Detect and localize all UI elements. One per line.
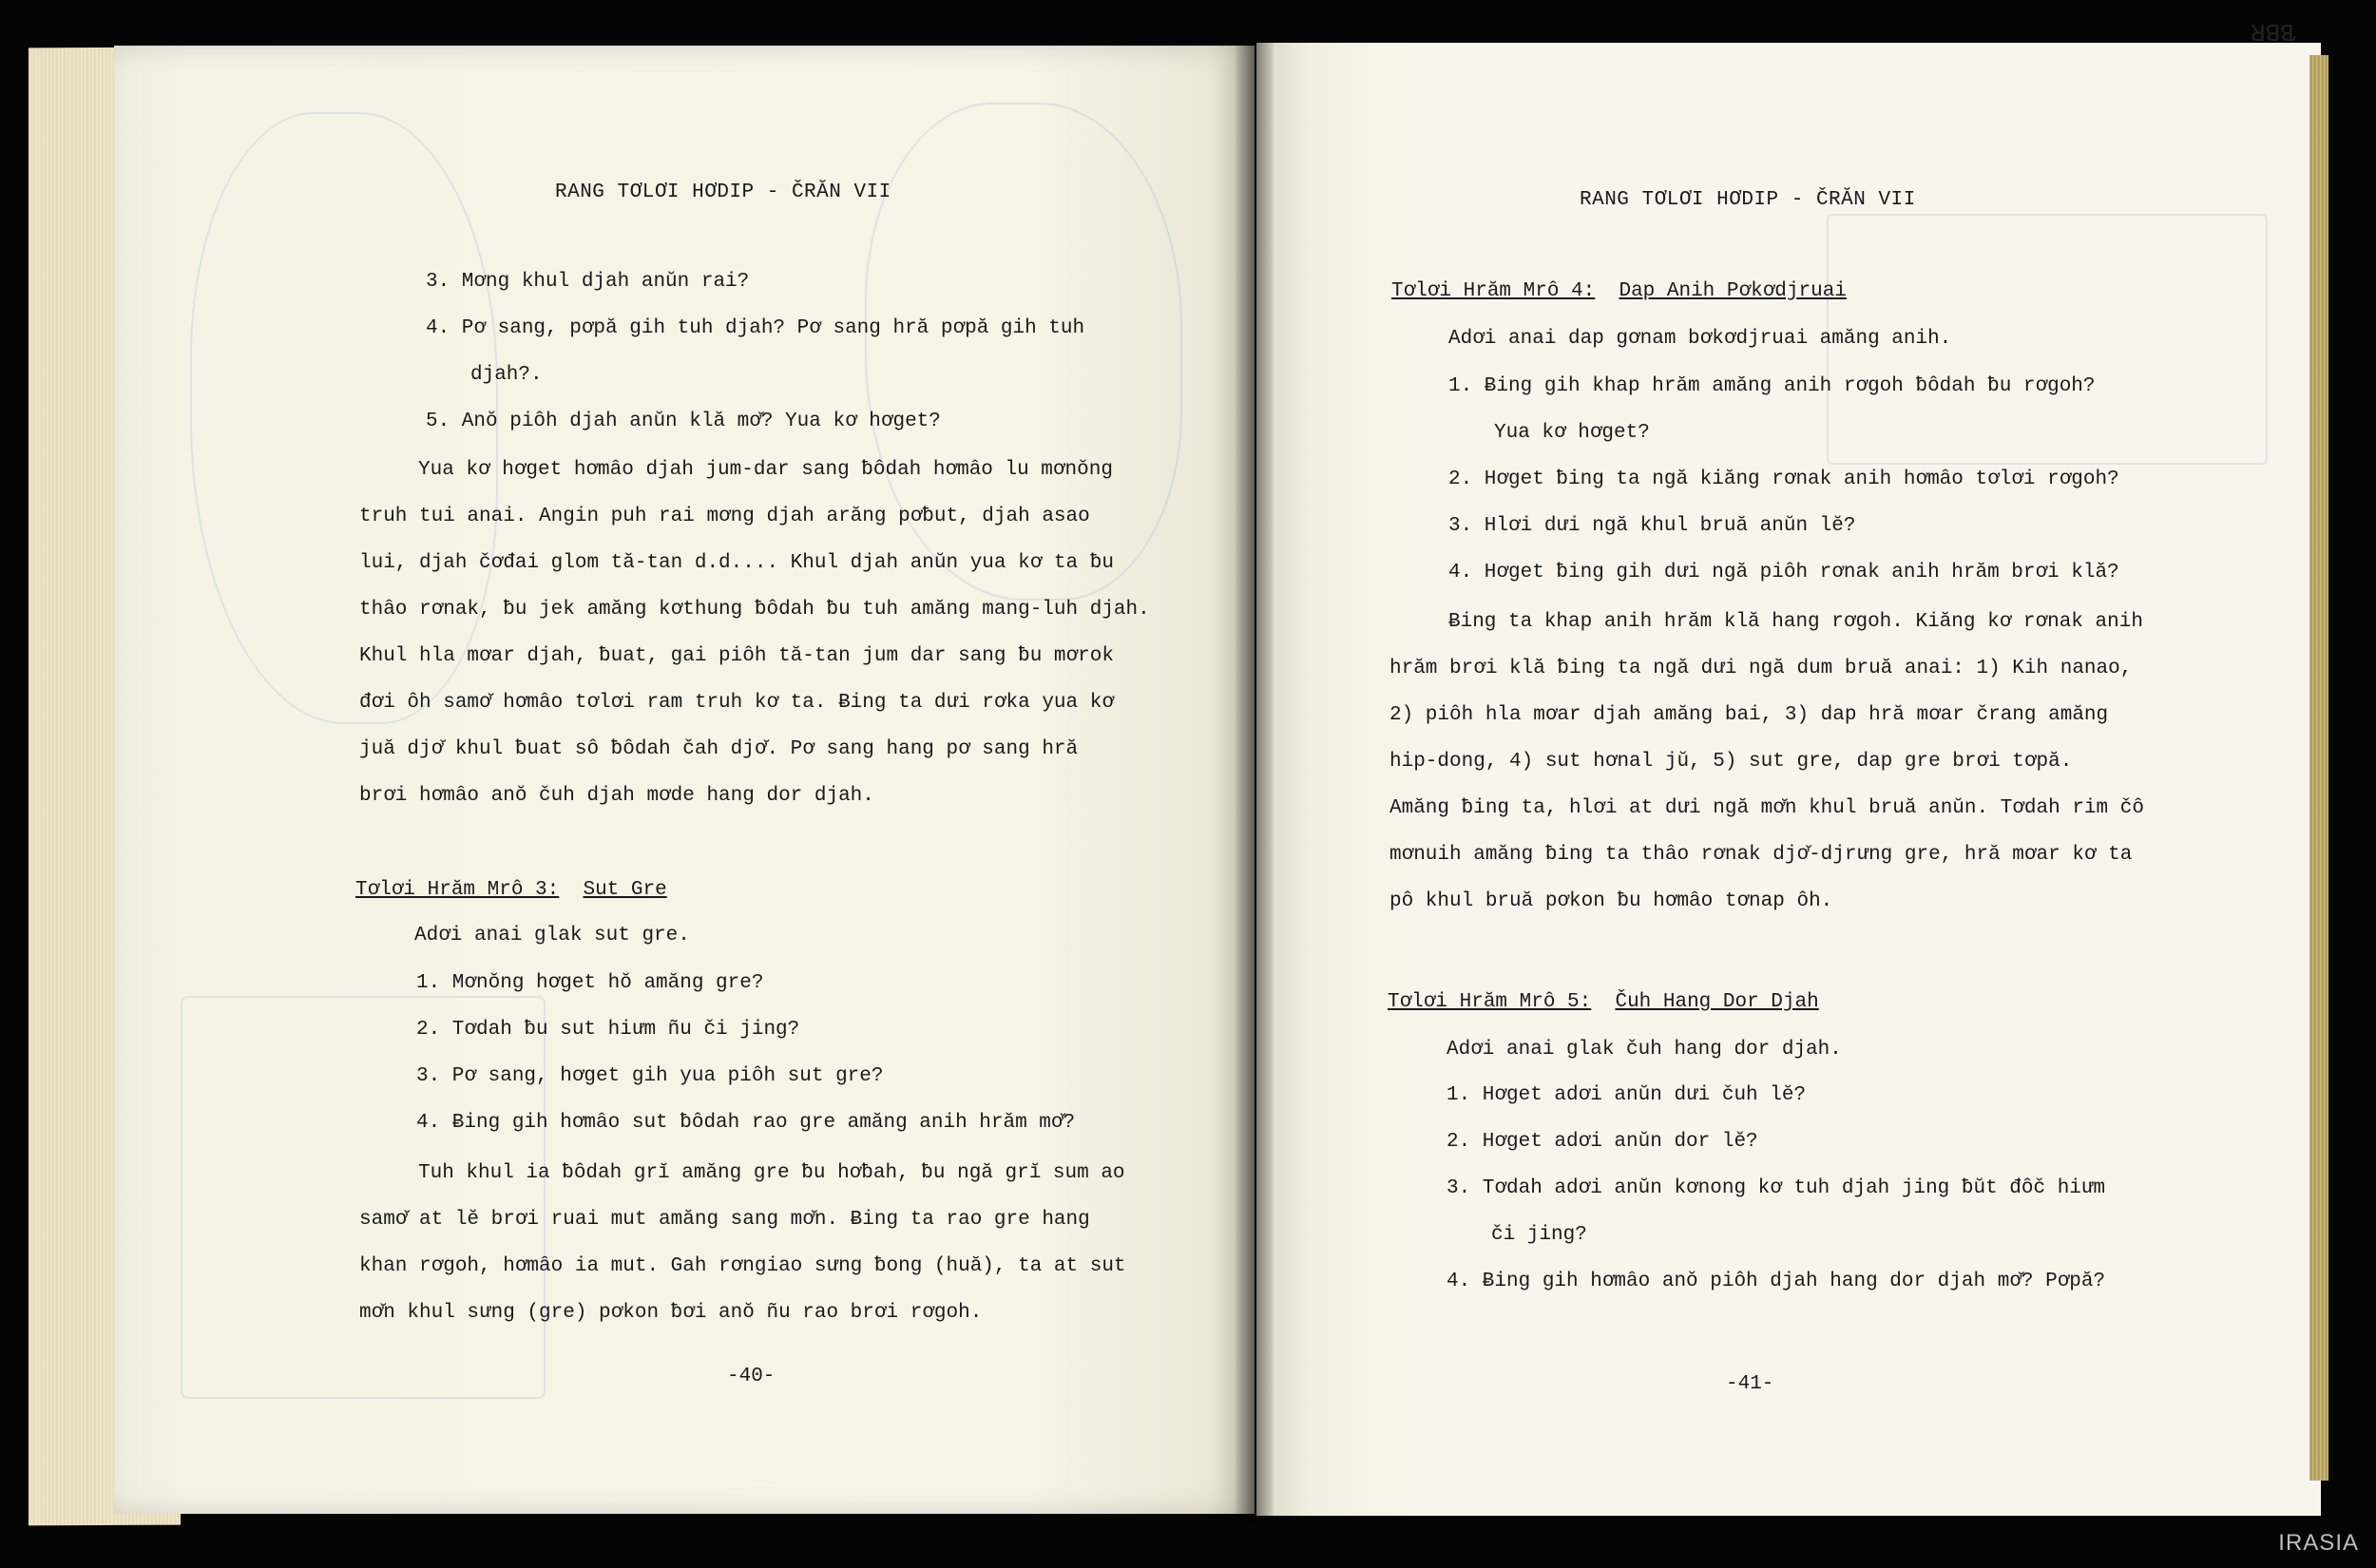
watermark: IRASIA (2278, 1530, 2359, 1556)
section-4-questions (1448, 363, 2119, 596)
intro-line: Adơi anai glak sut gre. (414, 925, 690, 947)
question-line: 3. Mơng khul djah anŭn rai? (426, 271, 750, 293)
paragraph-line: Ƀing ta khap anih hrăm klă hang rơgoh. Kiăng kơ rơnak anih (1448, 611, 2143, 633)
right-page-number (1726, 1361, 1773, 1407)
left-paragraph-2 (359, 1150, 1126, 1336)
paragraph-line: samơ̆ at lĕ brơi ruai mut amăng sang mơ̆n. Ƀing ta rao gre hang (359, 1209, 1090, 1231)
question-line: 4. Pơ sang, pơpă gih tuh djah? Pơ sang hră pơpă gih tuh (426, 317, 1085, 339)
paragraph-line: lui, djah čơđai glom tă-tan d.d.... Khul djah anŭn yua kơ ta ƀu (359, 552, 1114, 574)
section-5-questions (1447, 1072, 2105, 1305)
section-label: Tơlơi Hrăm Mrô 3: (355, 879, 560, 901)
paragraph-line: Tuh khul ia ƀôdah grĭ amăng gre ƀu hơƀah, ƀu ngă grĭ sum ao (418, 1162, 1125, 1184)
page-header-text: RANG TƠLƠI HƠDIP - ČRĂN VII (1580, 189, 1916, 211)
paragraph-line: truh tui anai. Angin puh rai mơng djah arăng pơƀut, djah asao (359, 506, 1090, 527)
section-label: Tơlơi Hrăm Mrô 4: (1391, 280, 1596, 302)
section-4-heading (1391, 268, 1847, 315)
section-title: Čuh Hang Dor Djah (1615, 991, 1819, 1013)
page-number: -41- (1726, 1373, 1774, 1395)
corner-mark: ƁBR (2251, 17, 2295, 46)
paragraph-line: hrăm brơi klă ƀing ta ngă dưi ngă dum bruă anai: 1) Kih nanao, (1389, 658, 2133, 679)
section-4-intro (1448, 316, 1951, 362)
paragraph-line: Khul hla mơar djah, ƀuat, gai piôh tă-tan jum dar sang ƀu mơrok (359, 645, 1114, 667)
section-3-questions (416, 960, 1075, 1146)
question-line: 2. Tơdah ƀu sut hiưm ñu či jing? (416, 1019, 800, 1041)
question-line: 3. Tơdah adơi anŭn kơnong kơ tuh djah jing ƀŭt đôč hiưm (1447, 1177, 2106, 1199)
section-label: Tơlơi Hrăm Mrô 5: (1388, 991, 1592, 1013)
question-line: 3. Pơ sang, hơget gih yua piôh sut gre? (416, 1065, 884, 1087)
section-3-heading (355, 867, 667, 913)
question-line: 4. Ƀing gih hơmâo sut ƀôdah rao gre amăng anih hrăm mơ̆? (416, 1112, 1076, 1134)
section-5-heading (1388, 979, 1819, 1025)
question-line: 4. Hơget ƀing gih dưi ngă piôh rơnak anih hrăm brơi klă? (1448, 562, 2119, 583)
paragraph-line: Yua kơ hơget hơmâo djah jum-dar sang ƀôdah hơmâo lu mơnŏng (418, 459, 1113, 481)
paragraph-line: mơ̆n khul sưng (gre) pơkon ƀơi anŏ ñu rao brơi rơgoh. (359, 1302, 983, 1324)
section-3-intro (414, 912, 690, 959)
paragraph-line: Amăng ƀing ta, hlơi at dưi ngă mơ̆n khul bruă anŭn. Tơdah rim čô (1389, 797, 2144, 819)
page-header-text: RANG TƠLƠI HƠDIP - ČRĂN VII (555, 182, 891, 203)
section-title: Sut Gre (583, 879, 667, 901)
question-line: 1. Mơnŏng hơget hŏ amăng gre? (416, 972, 764, 994)
question-line: 2. Hơget adơi anŭn dor lĕ? (1447, 1131, 1758, 1153)
question-line: 1. Ƀing gih khap hrăm amăng anih rơgoh ƀôdah ƀu rơgoh? (1448, 375, 2096, 397)
paragraph-line: khan rơgoh, hơmâo ia mut. Gah rơngiao sưng ƀong (huă), ta at sut (359, 1255, 1126, 1277)
question-line: či jing? (1491, 1224, 1587, 1246)
paragraph-line: brơi hơmâo anŏ čuh djah mơde hang dor djah. (359, 785, 874, 807)
section-title: Dap Anih Pơkơdjruai (1619, 280, 1847, 302)
section-5-intro (1447, 1026, 1842, 1073)
right-page-edges (2309, 55, 2328, 1481)
question-line: 5. Anŏ piôh djah anŭn klă mơ̆? Yua kơ hơget? (426, 411, 941, 432)
question-line: Yua kơ hơget? (1494, 422, 1650, 444)
right-page-header (1580, 177, 1916, 223)
question-line: 1. Hơget adơi anŭn dưi čuh lĕ? (1447, 1084, 1807, 1106)
right-paragraph-3 (1389, 599, 2144, 925)
question-line: 2. Hơget ƀing ta ngă kiăng rơnak anih hơmâo tơlơi rơgoh? (1448, 468, 2119, 490)
question-line: djah?. (470, 364, 543, 386)
page-number: -40- (727, 1366, 776, 1387)
paragraph-line: đơi ôh samơ̆ hơmâo tơlơi ram truh kơ ta. Ƀing ta dưi rơka yua kơ (359, 692, 1114, 714)
paragraph-line: pô khul bruă pơkon ƀu hơmâo tơnap ôh. (1389, 890, 1833, 912)
left-questions-top (426, 258, 1084, 445)
question-line: 4. Ƀing gih hơmâo anŏ piôh djah hang dor djah mơ̆? Pơpă? (1447, 1271, 2106, 1292)
paragraph-line: thâo rơnak, ƀu jek amăng kơthung ƀôdah ƀu tuh amăng mang-luh djah. (359, 599, 1150, 621)
book-spine (1236, 43, 1274, 1525)
intro-line: Adơi anai dap gơnam bơkơdjruai amăng anih. (1448, 328, 1952, 350)
paragraph-line: juă djơ̆ khul ƀuat sô ƀôdah čah djơ̆. Pơ sang hang pơ sang hră (359, 738, 1079, 760)
left-page-number (727, 1353, 775, 1400)
paragraph-line: hip-dong, 4) sut hơnal jŭ, 5) sut gre, dap gre brơi tơpă. (1389, 751, 2073, 773)
paragraph-line: 2) piôh hla mơar djah amăng bai, 3) dap hră mơar črang amăng (1389, 704, 2109, 726)
intro-line: Adơi anai glak čuh hang dor djah. (1447, 1039, 1842, 1061)
paragraph-line: mơnuih amăng ƀing ta thâo rơnak djơ̆-djrưng gre, hră mơar kơ ta (1389, 844, 2133, 866)
question-line: 3. Hlơi dưi ngă khul bruă anŭn lĕ? (1448, 515, 1856, 537)
left-page-header (555, 169, 891, 216)
left-paragraph-1 (359, 447, 1150, 819)
